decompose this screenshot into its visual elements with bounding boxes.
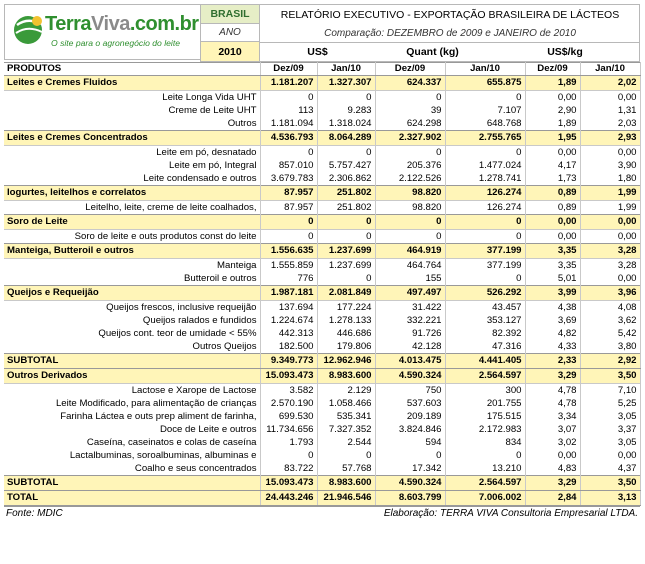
product-row [4,410,640,423]
value-cell: 2.570.190 [260,397,317,410]
value-cell: 2.172.983 [445,423,525,436]
value-cell: 3,29 [525,476,580,491]
value-cell: 2.564.597 [445,476,525,491]
value-cell: 2,92 [580,354,640,369]
value-cell: 1,99 [580,201,640,215]
column-header: Jan/10 [580,63,640,76]
value-cell: 1.237.699 [317,259,375,273]
row-label: Queijos frescos, inclusive requeijão [4,301,260,315]
value-cell: 3,02 [525,436,580,449]
row-label: Queijos e Requeijão [4,286,260,301]
value-cell: 377.199 [445,244,525,259]
value-cell: 497.497 [375,286,445,301]
value-cell: 3,50 [580,476,640,491]
value-cell: 535.341 [317,410,375,423]
column-header: Jan/10 [445,63,525,76]
value-cell: 2,93 [580,131,640,146]
value-cell: 2,33 [525,354,580,369]
table-body [4,63,640,506]
value-cell: 0 [317,91,375,105]
value-cell: 1.237.699 [317,244,375,259]
value-cell: 537.603 [375,397,445,410]
value-cell: 0 [317,449,375,462]
value-cell: 0,89 [525,201,580,215]
row-label: Manteiga, Butteroil e outros [4,244,260,259]
value-cell: 1.327.307 [317,76,375,91]
report-subtitle: Comparação: DEZEMBRO de 2009 e JANEIRO de 2010 [324,27,576,39]
row-label: Queijos ralados e fundidos [4,314,260,327]
row-label: TOTAL [4,491,260,506]
row-label: Leite em pó, Integral [4,159,260,172]
product-row [4,159,640,172]
value-cell: 4.441.405 [445,354,525,369]
row-label: Creme de Leite UHT [4,104,260,117]
row-label: Leite em pó, desnatado [4,146,260,160]
value-cell: 7.327.352 [317,423,375,436]
column-header: Jan/10 [317,63,375,76]
value-cell: 17.342 [375,462,445,476]
report-title: RELATÓRIO EXECUTIVO - EXPORTAÇÃO BRASILEIRA DE LÁCTEOS [280,8,620,21]
credit-note: Elaboração: TERRA VIVA Consultoria Empresarial LTDA. [383,508,638,519]
category-row [4,76,640,91]
value-cell: 31.422 [375,301,445,315]
value-cell: 3,37 [580,423,640,436]
value-cell: 3.679.783 [260,172,317,186]
product-row [4,172,640,186]
product-row [4,117,640,131]
country-label: BRASIL [201,5,259,24]
product-row [4,301,640,315]
value-cell: 1.224.674 [260,314,317,327]
value-cell: 0 [445,230,525,244]
value-cell: 0 [375,230,445,244]
value-cell: 4.590.324 [375,369,445,384]
product-row [4,272,640,286]
row-label: Lactose e Xarope de Lactose [4,384,260,398]
value-cell: 0 [445,91,525,105]
title-box [260,4,640,62]
value-cell: 0,00 [525,91,580,105]
value-cell: 201.755 [445,397,525,410]
value-cell: 624.337 [375,76,445,91]
report-header [4,4,640,62]
value-cell: 0,00 [525,449,580,462]
value-cell: 1.278.741 [445,172,525,186]
value-cell: 3,50 [580,369,640,384]
product-row [4,449,640,462]
value-cell: 0 [445,449,525,462]
value-cell: 1.058.466 [317,397,375,410]
value-cell: 1.318.024 [317,117,375,131]
value-cell: 750 [375,384,445,398]
row-label: Soro de leite e outs produtos const do leite [4,230,260,244]
value-cell: 4.536.793 [260,131,317,146]
value-cell: 4,78 [525,397,580,410]
value-cell: 0 [445,215,525,230]
value-cell: 0 [260,91,317,105]
product-row [4,397,640,410]
value-cell: 15.093.473 [260,476,317,491]
row-label: Soro de Leite [4,215,260,230]
value-cell: 2,03 [580,117,640,131]
value-cell: 3.824.846 [375,423,445,436]
row-label: Manteiga [4,259,260,273]
value-cell: 209.189 [375,410,445,423]
value-cell: 1.477.024 [445,159,525,172]
product-row [4,340,640,354]
value-cell: 776 [260,272,317,286]
row-label: Caseína, caseinatos e colas de caseína [4,436,260,449]
value-cell: 1,99 [580,186,640,201]
region-year-box [200,4,260,62]
row-label: Leites e Cremes Fluidos [4,76,260,91]
value-cell: 3,28 [580,244,640,259]
value-cell: 1.987.181 [260,286,317,301]
value-cell: 3.582 [260,384,317,398]
value-cell: 137.694 [260,301,317,315]
product-row [4,201,640,215]
value-cell: 82.392 [445,327,525,340]
value-cell: 175.515 [445,410,525,423]
value-cell: 57.768 [317,462,375,476]
row-label: Butteroil e outros [4,272,260,286]
value-cell: 3,62 [580,314,640,327]
value-cell: 0 [317,230,375,244]
value-cell: 1,31 [580,104,640,117]
value-cell: 594 [375,436,445,449]
value-cell: 0,00 [580,230,640,244]
value-cell: 0 [445,146,525,160]
value-cell: 3,99 [525,286,580,301]
category-row [4,215,640,230]
value-cell: 0,00 [580,146,640,160]
value-cell: 8.603.799 [375,491,445,506]
value-cell: 98.820 [375,201,445,215]
value-cell: 7.107 [445,104,525,117]
value-cell: 7.006.002 [445,491,525,506]
value-cell: 3,80 [580,340,640,354]
value-cell: 3,35 [525,244,580,259]
value-cell: 4,08 [580,301,640,315]
value-cell: 205.376 [375,159,445,172]
row-label: Outros [4,117,260,131]
value-cell: 4,82 [525,327,580,340]
year-label: ANO [201,24,259,42]
column-header-row [4,63,640,76]
value-cell: 4,38 [525,301,580,315]
product-row [4,384,640,398]
product-row [4,423,640,436]
value-cell: 7,10 [580,384,640,398]
value-cell: 3,07 [525,423,580,436]
column-header: PRODUTOS [4,63,260,76]
row-label: Leite Longa Vida UHT [4,91,260,105]
row-label: Leite Modificado, para alimentação de crianças [4,397,260,410]
unit-usd: US$ [307,46,328,58]
value-cell: 126.274 [445,186,525,201]
value-cell: 12.962.946 [317,354,375,369]
value-cell: 1.556.635 [260,244,317,259]
value-cell: 8.983.600 [317,369,375,384]
row-label: SUBTOTAL [4,354,260,369]
value-cell: 0 [260,146,317,160]
value-cell: 2.327.902 [375,131,445,146]
value-cell: 0 [375,91,445,105]
value-cell: 4,33 [525,340,580,354]
value-cell: 43.457 [445,301,525,315]
logo-wordmark: TerraViva.com.br [45,13,199,35]
value-cell: 0 [260,230,317,244]
category-row [4,286,640,301]
value-cell: 177.224 [317,301,375,315]
value-cell: 47.316 [445,340,525,354]
value-cell: 2.306.862 [317,172,375,186]
value-cell: 1.278.133 [317,314,375,327]
total-row [4,354,640,369]
product-row [4,230,640,244]
value-cell: 251.802 [317,201,375,215]
total-row [4,476,640,491]
value-cell: 0 [260,215,317,230]
row-label: Farinha Láctea e outs prep aliment de farinha, [4,410,260,423]
unit-headers [260,42,640,61]
value-cell: 2,90 [525,104,580,117]
value-cell: 182.500 [260,340,317,354]
value-cell: 4,17 [525,159,580,172]
value-cell: 83.722 [260,462,317,476]
row-label: Iogurtes, leitelhos e correlatos [4,186,260,201]
value-cell: 9.349.773 [260,354,317,369]
value-cell: 526.292 [445,286,525,301]
value-cell: 3,90 [580,159,640,172]
value-cell: 155 [375,272,445,286]
value-cell: 0 [375,215,445,230]
row-label: SUBTOTAL [4,476,260,491]
row-label: Lactalbuminas, soroalbuminas, albuminas e [4,449,260,462]
value-cell: 42.128 [375,340,445,354]
value-cell: 91.726 [375,327,445,340]
value-cell: 353.127 [445,314,525,327]
value-cell: 2.081.849 [317,286,375,301]
value-cell: 0 [375,449,445,462]
value-cell: 0 [317,146,375,160]
value-cell: 655.875 [445,76,525,91]
value-cell: 4,78 [525,384,580,398]
value-cell: 1.181.094 [260,117,317,131]
logo-tagline: O site para o agronegócio do leite [51,38,180,48]
value-cell: 1,73 [525,172,580,186]
product-row [4,462,640,476]
year-value: 2010 [201,42,259,61]
product-row [4,104,640,117]
value-cell: 15.093.473 [260,369,317,384]
report-footer [4,506,640,520]
value-cell: 300 [445,384,525,398]
value-cell: 3,28 [580,259,640,273]
product-row [4,436,640,449]
value-cell: 0 [375,146,445,160]
value-cell: 11.734.656 [260,423,317,436]
value-cell: 113 [260,104,317,117]
product-row [4,146,640,160]
value-cell: 0,00 [525,230,580,244]
value-cell: 3,05 [580,410,640,423]
value-cell: 126.274 [445,201,525,215]
value-cell: 2,02 [580,76,640,91]
value-cell: 3,69 [525,314,580,327]
value-cell: 648.768 [445,117,525,131]
value-cell: 4.590.324 [375,476,445,491]
row-label: Outros Derivados [4,369,260,384]
value-cell: 2.564.597 [445,369,525,384]
value-cell: 5.757.427 [317,159,375,172]
globe-leaf-icon [11,11,47,47]
value-cell: 251.802 [317,186,375,201]
row-label: Outros Queijos [4,340,260,354]
value-cell: 0,00 [580,215,640,230]
row-label: Doce de Leite e outros [4,423,260,436]
row-label: Queijos cont. teor de umidade < 55% [4,327,260,340]
value-cell: 3,13 [580,491,640,506]
value-cell: 332.221 [375,314,445,327]
value-cell: 1,89 [525,117,580,131]
row-label: Leitelho, leite, creme de leite coalhados, [4,201,260,215]
value-cell: 0,00 [580,272,640,286]
value-cell: 0,00 [580,449,640,462]
product-row [4,259,640,273]
value-cell: 0,00 [525,215,580,230]
exports-table [4,62,641,506]
category-row [4,369,640,384]
value-cell: 377.199 [445,259,525,273]
category-row [4,186,640,201]
value-cell: 1,80 [580,172,640,186]
value-cell: 1.793 [260,436,317,449]
value-cell: 834 [445,436,525,449]
value-cell: 442.313 [260,327,317,340]
value-cell: 5,25 [580,397,640,410]
value-cell: 24.443.246 [260,491,317,506]
product-row [4,327,640,340]
value-cell: 87.957 [260,186,317,201]
column-header: Dez/09 [525,63,580,76]
value-cell: 5,42 [580,327,640,340]
value-cell: 3,29 [525,369,580,384]
value-cell: 8.064.289 [317,131,375,146]
value-cell: 2.755.765 [445,131,525,146]
value-cell: 624.298 [375,117,445,131]
value-cell: 3,05 [580,436,640,449]
total-row [4,491,640,506]
value-cell: 5,01 [525,272,580,286]
row-label: Coalho e seus concentrados [4,462,260,476]
value-cell: 857.010 [260,159,317,172]
value-cell: 13.210 [445,462,525,476]
value-cell: 0,89 [525,186,580,201]
value-cell: 98.820 [375,186,445,201]
value-cell: 4,83 [525,462,580,476]
value-cell: 8.983.600 [317,476,375,491]
value-cell: 0,00 [580,91,640,105]
value-cell: 87.957 [260,201,317,215]
category-row [4,244,640,259]
source-note: Fonte: MDIC [6,508,63,519]
column-header: Dez/09 [260,63,317,76]
value-cell: 1,89 [525,76,580,91]
value-cell: 0 [317,215,375,230]
value-cell: 21.946.546 [317,491,375,506]
value-cell: 3,34 [525,410,580,423]
value-cell: 2.129 [317,384,375,398]
value-cell: 446.686 [317,327,375,340]
value-cell: 9.283 [317,104,375,117]
value-cell: 0 [260,449,317,462]
value-cell: 2,84 [525,491,580,506]
value-cell: 4.013.475 [375,354,445,369]
product-row [4,91,640,105]
column-header: Dez/09 [375,63,445,76]
value-cell: 0 [445,272,525,286]
value-cell: 3,96 [580,286,640,301]
product-row [4,314,640,327]
unit-usd-per-kg: US$/kg [547,46,583,58]
value-cell: 0 [317,272,375,286]
report-sheet [4,4,640,520]
value-cell: 464.764 [375,259,445,273]
row-label: Leite condensado e outros [4,172,260,186]
value-cell: 1,95 [525,131,580,146]
value-cell: 0,00 [525,146,580,160]
value-cell: 2.544 [317,436,375,449]
value-cell: 3,35 [525,259,580,273]
category-row [4,131,640,146]
row-label: Leites e Cremes Concentrados [4,131,260,146]
value-cell: 4,37 [580,462,640,476]
value-cell: 699.530 [260,410,317,423]
value-cell: 39 [375,104,445,117]
value-cell: 1.181.207 [260,76,317,91]
value-cell: 2.122.526 [375,172,445,186]
value-cell: 1.555.859 [260,259,317,273]
value-cell: 464.919 [375,244,445,259]
value-cell: 179.806 [317,340,375,354]
unit-quantity: Quant (kg) [406,46,459,58]
terraviva-logo[interactable] [4,4,200,60]
